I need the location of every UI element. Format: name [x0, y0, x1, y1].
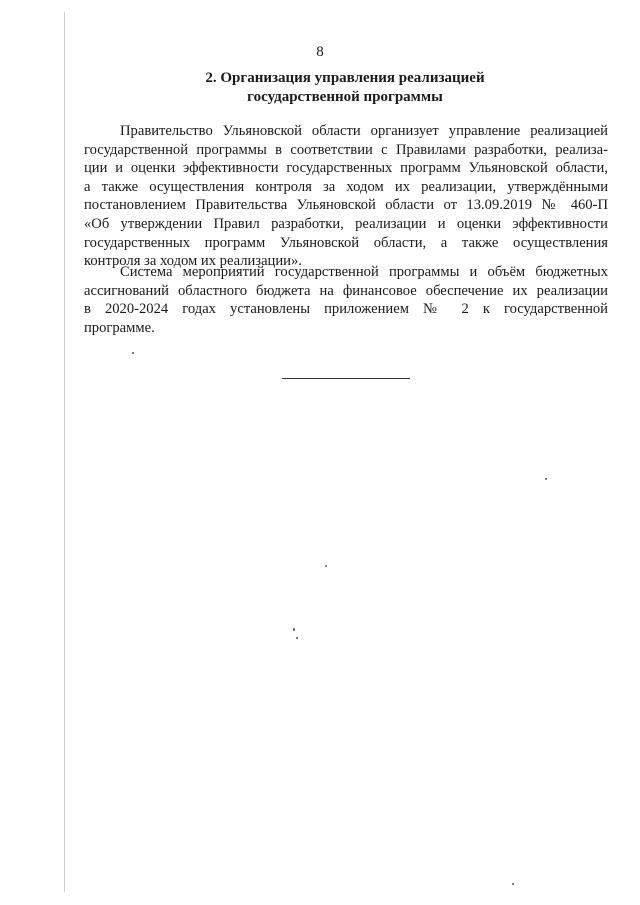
paragraph-line: государственной программы в соответствии с Правилами разработки, реализа- — [84, 141, 608, 158]
paragraph-line: программе. — [84, 319, 155, 336]
section-heading-line-2: государственной программы — [247, 89, 443, 105]
paragraph-line: Система мероприятий государственной программы и объём бюджетных — [120, 264, 608, 280]
paragraph-line: Правительство Ульяновской области организует управление реализацией — [120, 123, 608, 139]
paragraph-budget — [84, 263, 608, 337]
paragraph-line: постановлением Правительства Ульяновской области от 13.09.2019 № 460-П — [84, 197, 608, 214]
scan-left-edge — [64, 12, 65, 892]
scan-speck — [512, 883, 514, 885]
paragraph-line: в 2020-2024 годах установлены приложением № 2 к государственной — [84, 301, 608, 318]
section-heading-line-1: 2. Организация управления реализацией — [205, 70, 485, 86]
paragraph-line: «Об утверждении Правил разработки, реализации и оценки эффективности — [84, 215, 608, 232]
paragraph-line: ции и оценки эффективности государственных программ Ульяновской области, — [84, 160, 608, 177]
section-heading — [70, 69, 620, 107]
paragraph-line: ассигнований областного бюджета на финансовое обеспечение их реализации — [84, 282, 608, 299]
scan-speck — [296, 637, 298, 639]
scan-speck — [325, 565, 327, 567]
scan-speck — [545, 478, 547, 480]
scan-speck — [293, 628, 295, 631]
paragraph-management — [84, 122, 608, 271]
page-number: 8 — [316, 44, 324, 60]
end-separator-line — [282, 378, 410, 379]
paragraph-line: государственных программ Ульяновской области, а также осуществления — [84, 234, 608, 251]
paragraph-line: а также осуществления контроля за ходом их реализации, утверждёнными — [84, 178, 608, 195]
paragraph-line: контроля за ходом их реализации». — [84, 253, 302, 270]
scan-speck — [132, 352, 134, 354]
